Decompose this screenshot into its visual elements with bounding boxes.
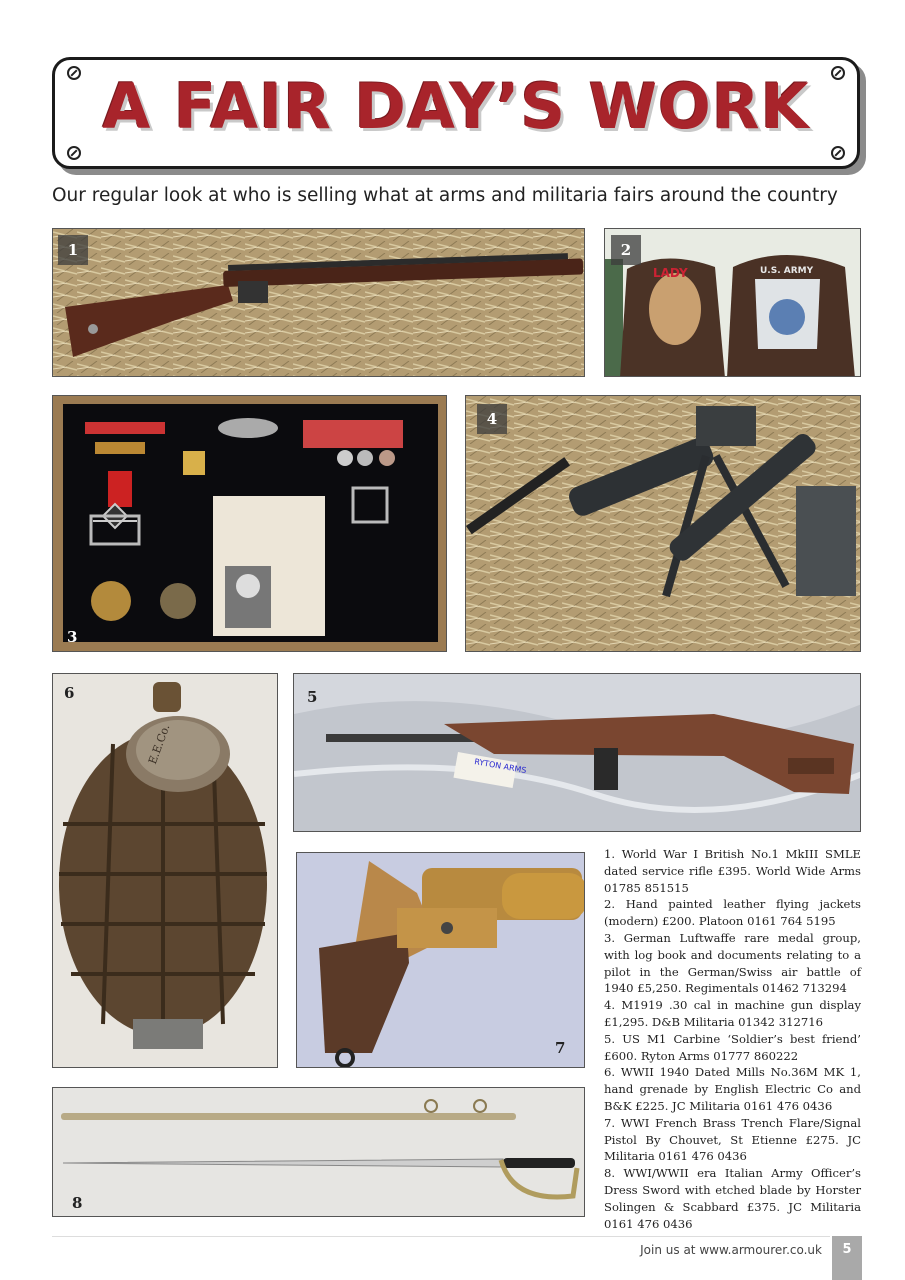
photo-grenade xyxy=(52,673,278,1068)
photo-number: 4 xyxy=(477,404,507,434)
photo-number: 1 xyxy=(58,235,88,265)
grenade-illustration xyxy=(53,674,278,1068)
photo-number: 8 xyxy=(72,1194,83,1212)
caption-item: 4. M1919 .30 cal in machine gun display £1,295. D&B Militaria 01342 312716 xyxy=(604,998,861,1029)
rifle-illustration xyxy=(53,229,585,377)
page-subtitle: Our regular look at who is selling what at arms and militaria fairs around the country xyxy=(52,185,838,206)
medals-illustration xyxy=(53,396,447,652)
carbine-illustration xyxy=(294,674,861,832)
photo-number: 5 xyxy=(307,688,318,706)
caption-item: 8. WWI/WWII era Italian Army Officer’s Dress Sword with etched blade by Horster Solingen & Scabbard £375. JC Militaria 0161 476 0436 xyxy=(604,1166,861,1231)
caption-item: 1. World War I British No.1 MkIII SMLE dated service rifle £395. World Wide Arms 01785 851515 xyxy=(604,847,861,895)
photo-machine-guns xyxy=(465,395,861,652)
photo-flare-pistol xyxy=(296,852,585,1068)
photo-medal-group xyxy=(52,395,447,652)
title-banner xyxy=(52,57,860,169)
photo-number: 7 xyxy=(555,1039,566,1057)
page-title: A FAIR DAY’S WORK xyxy=(102,70,810,143)
sword-illustration xyxy=(53,1088,585,1217)
photo-rifle xyxy=(52,228,585,377)
photo-number: 3 xyxy=(67,628,78,646)
photo-number: 6 xyxy=(64,684,75,702)
photo-captions xyxy=(604,846,861,1232)
caption-item: 6. WWII 1940 Dated Mills No.36M MK 1, hand grenade by English Electric Co and B&K £225. JC Militaria 0161 476 0436 xyxy=(604,1065,861,1113)
svg-text:LADY: LADY xyxy=(653,266,688,280)
page-number: 5 xyxy=(832,1236,862,1280)
screw-icon xyxy=(831,146,845,160)
price-tag-label: RYTON ARMS xyxy=(473,757,528,776)
caption-item: 5. US M1 Carbine ‘Soldier’s best friend’ £600. Ryton Arms 01777 860222 xyxy=(604,1031,861,1063)
flare-pistol-illustration xyxy=(297,853,585,1068)
footer-website-link[interactable]: Join us at www.armourer.co.uk xyxy=(640,1243,822,1257)
caption-item: 3. German Luftwaffe rare medal group, with log book and documents relating to a pilot in the German/Swiss air battle of 1940 £5,250. Regimentals 01462 713294 xyxy=(604,930,861,996)
caption-item: 7. WWI French Brass Trench Flare/Signal Pistol By Chouvet, St Etienne £275. JC Militaria 0161 476 0436 xyxy=(604,1115,861,1164)
svg-text:E.E.Co.: E.E.Co. xyxy=(146,722,173,766)
caption-item: 2. Hand painted leather flying jackets (modern) £200. Platoon 0161 764 5195 xyxy=(604,897,861,929)
jackets-illustration xyxy=(605,229,861,377)
photo-number: 2 xyxy=(611,235,641,265)
photo-carbine xyxy=(293,673,861,832)
screw-icon xyxy=(67,146,81,160)
photo-flying-jackets xyxy=(604,228,861,377)
svg-text:U.S. ARMY: U.S. ARMY xyxy=(760,266,814,276)
photo-sword xyxy=(52,1087,585,1217)
footer-divider xyxy=(52,1236,830,1237)
machine-gun-illustration xyxy=(466,396,861,652)
